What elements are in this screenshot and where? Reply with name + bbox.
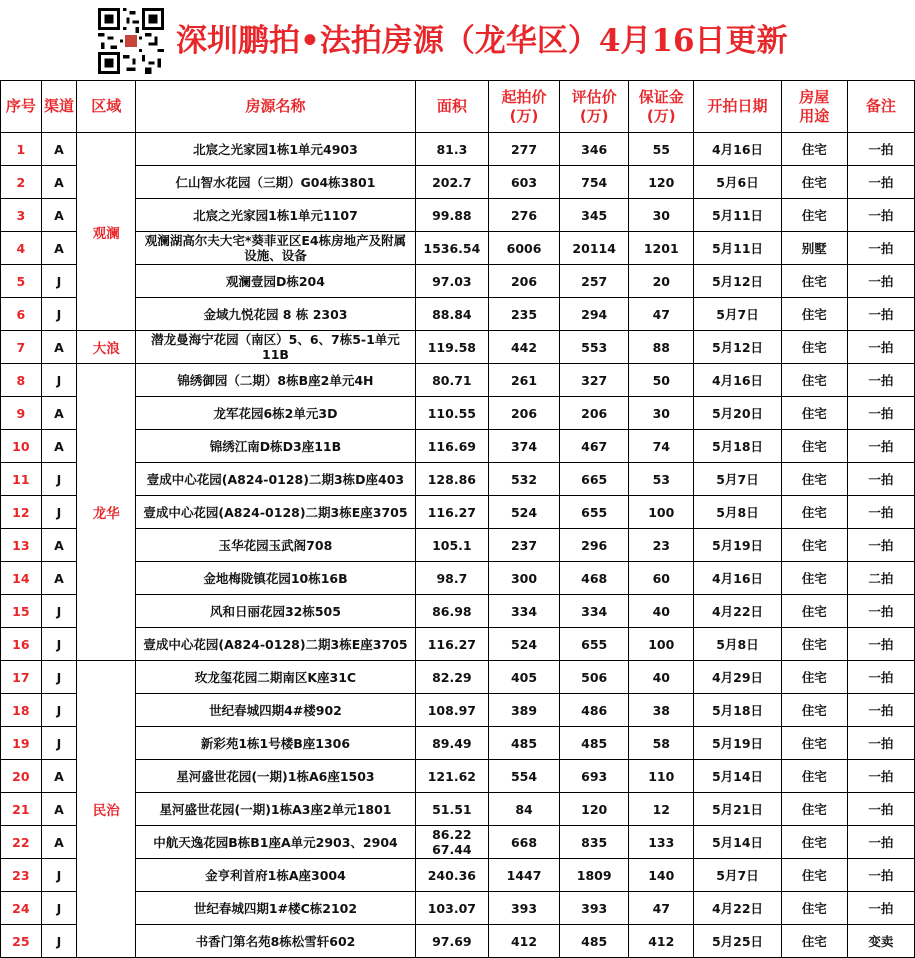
row-usage: 住宅 [781,694,847,727]
col-header-usage: 房屋 用途 [781,81,847,133]
row-index: 18 [1,694,42,727]
row-date: 5月19日 [694,727,781,760]
row-date: 5月14日 [694,760,781,793]
row-date: 4月16日 [694,562,781,595]
row-property-name: 金域九悦花园 8 栋 2303 [136,298,416,331]
row-area: 105.1 [415,529,488,562]
row-index: 24 [1,892,42,925]
row-start-price: 6006 [488,232,559,265]
row-index: 16 [1,628,42,661]
row-remark: 一拍 [847,661,914,694]
row-usage: 住宅 [781,892,847,925]
table-row[interactable] [1,265,915,298]
table-row[interactable] [1,595,915,628]
table-row[interactable] [1,166,915,199]
row-deposit: 38 [629,694,694,727]
col-header-name: 房源名称 [136,81,416,133]
row-property-name: 仁山智水花园（三期）G04栋3801 [136,166,416,199]
row-property-name: 北宸之光家园1栋1单元1107 [136,199,416,232]
row-area: 81.3 [415,133,488,166]
row-appraisal: 327 [560,364,629,397]
row-usage: 住宅 [781,529,847,562]
row-start-price: 1447 [488,859,559,892]
row-usage: 住宅 [781,661,847,694]
row-usage: 住宅 [781,430,847,463]
table-row[interactable] [1,430,915,463]
row-index: 1 [1,133,42,166]
row-property-name: 星河盛世花园(一期)1栋A3座2单元1801 [136,793,416,826]
row-appraisal: 485 [560,727,629,760]
row-date: 5月7日 [694,463,781,496]
row-start-price: 524 [488,496,559,529]
row-area: 202.7 [415,166,488,199]
row-channel: A [41,529,77,562]
row-deposit: 50 [629,364,694,397]
table-row[interactable] [1,331,915,364]
col-header-channel: 渠道 [41,81,77,133]
row-index: 2 [1,166,42,199]
row-channel: A [41,397,77,430]
table-row[interactable] [1,496,915,529]
row-remark: 一拍 [847,793,914,826]
row-usage: 住宅 [781,859,847,892]
row-channel: A [41,166,77,199]
table-row[interactable] [1,793,915,826]
col-header-region: 区域 [77,81,136,133]
row-appraisal: 294 [560,298,629,331]
row-property-name: 中航天逸花园B栋B1座A单元2903、2904 [136,826,416,859]
row-start-price: 393 [488,892,559,925]
table-header-row [1,81,915,133]
table-row[interactable] [1,694,915,727]
row-usage: 住宅 [781,727,847,760]
row-remark: 一拍 [847,628,914,661]
row-date: 5月18日 [694,430,781,463]
row-usage: 住宅 [781,364,847,397]
table-row[interactable] [1,133,915,166]
row-appraisal: 835 [560,826,629,859]
row-start-price: 334 [488,595,559,628]
row-property-name: 风和日丽花园32栋505 [136,595,416,628]
row-remark: 一拍 [847,265,914,298]
row-date: 4月22日 [694,595,781,628]
row-property-name: 壹成中心花园(A824-0128)二期3栋E座3705 [136,496,416,529]
table-row[interactable] [1,529,915,562]
row-index: 20 [1,760,42,793]
row-property-name: 金地梅陇镇花园10栋16B [136,562,416,595]
row-remark: 一拍 [847,397,914,430]
row-index: 4 [1,232,42,265]
row-remark: 一拍 [847,430,914,463]
page-title: 深圳鹏拍•法拍房源（龙华区）4月16日更新 [176,23,788,59]
row-start-price: 237 [488,529,559,562]
row-deposit: 133 [629,826,694,859]
row-date: 4月22日 [694,892,781,925]
row-usage: 住宅 [781,793,847,826]
row-deposit: 40 [629,661,694,694]
row-deposit: 53 [629,463,694,496]
row-channel: J [41,859,77,892]
table-row[interactable] [1,760,915,793]
row-area: 119.58 [415,331,488,364]
table-row[interactable] [1,397,915,430]
row-appraisal: 754 [560,166,629,199]
row-remark: 一拍 [847,694,914,727]
row-remark: 一拍 [847,859,914,892]
row-index: 12 [1,496,42,529]
row-date: 5月12日 [694,265,781,298]
row-index: 10 [1,430,42,463]
table-row[interactable] [1,628,915,661]
row-property-name: 龙军花园6栋2单元3D [136,397,416,430]
row-remark: 一拍 [847,496,914,529]
table-row[interactable] [1,298,915,331]
row-property-name: 壹成中心花园(A824-0128)二期3栋D座403 [136,463,416,496]
row-index: 21 [1,793,42,826]
row-usage: 住宅 [781,826,847,859]
row-property-name: 北宸之光家园1栋1单元4903 [136,133,416,166]
row-channel: J [41,496,77,529]
row-deposit: 20 [629,265,694,298]
row-area: 116.27 [415,628,488,661]
row-channel: J [41,892,77,925]
row-property-name: 新彩苑1栋1号楼B座1306 [136,727,416,760]
row-remark: 一拍 [847,826,914,859]
table-row[interactable] [1,232,915,265]
row-area: 128.86 [415,463,488,496]
page-header [0,0,915,80]
row-start-price: 374 [488,430,559,463]
row-region: 大浪 [77,331,136,364]
row-index: 15 [1,595,42,628]
row-property-name: 书香门第名苑8栋松雪轩602 [136,925,416,958]
row-appraisal: 486 [560,694,629,727]
row-area: 89.49 [415,727,488,760]
row-usage: 住宅 [781,331,847,364]
row-deposit: 47 [629,298,694,331]
row-appraisal: 485 [560,925,629,958]
row-appraisal: 665 [560,463,629,496]
row-date: 5月20日 [694,397,781,430]
row-usage: 别墅 [781,232,847,265]
row-index: 9 [1,397,42,430]
row-area: 51.51 [415,793,488,826]
row-deposit: 120 [629,166,694,199]
row-usage: 住宅 [781,562,847,595]
row-remark: 一拍 [847,199,914,232]
row-remark: 一拍 [847,232,914,265]
row-region: 观澜 [77,133,136,331]
table-row[interactable] [1,562,915,595]
property-table [0,80,915,958]
row-deposit: 12 [629,793,694,826]
row-channel: A [41,562,77,595]
row-channel: J [41,463,77,496]
col-header-deposit: 保证金 (万) [629,81,694,133]
row-property-name: 锦绣江南D栋D3座11B [136,430,416,463]
row-appraisal: 120 [560,793,629,826]
row-start-price: 603 [488,166,559,199]
table-row[interactable] [1,463,915,496]
row-appraisal: 20114 [560,232,629,265]
row-channel: A [41,430,77,463]
row-appraisal: 506 [560,661,629,694]
row-date: 5月19日 [694,529,781,562]
row-deposit: 47 [629,892,694,925]
row-appraisal: 468 [560,562,629,595]
row-index: 25 [1,925,42,958]
row-property-name: 壹成中心花园(A824-0128)二期3栋E座3705 [136,628,416,661]
row-date: 5月7日 [694,859,781,892]
col-header-area: 面积 [415,81,488,133]
row-index: 8 [1,364,42,397]
row-index: 23 [1,859,42,892]
row-area: 103.07 [415,892,488,925]
row-appraisal: 655 [560,496,629,529]
row-usage: 住宅 [781,496,847,529]
row-usage: 住宅 [781,199,847,232]
row-usage: 住宅 [781,760,847,793]
row-date: 5月18日 [694,694,781,727]
row-property-name: 世纪春城四期4#楼902 [136,694,416,727]
row-channel: A [41,760,77,793]
col-header-date: 开拍日期 [694,81,781,133]
row-start-price: 554 [488,760,559,793]
table-row[interactable] [1,364,915,397]
row-property-name: 世纪春城四期1#楼C栋2102 [136,892,416,925]
row-property-name: 玫龙玺花园二期南区K座31C [136,661,416,694]
row-index: 3 [1,199,42,232]
col-header-index: 序号 [1,81,42,133]
row-date: 4月29日 [694,661,781,694]
row-deposit: 88 [629,331,694,364]
row-usage: 住宅 [781,265,847,298]
row-channel: A [41,199,77,232]
row-usage: 住宅 [781,595,847,628]
row-date: 4月16日 [694,133,781,166]
row-date: 4月16日 [694,364,781,397]
row-deposit: 412 [629,925,694,958]
row-usage: 住宅 [781,925,847,958]
row-start-price: 485 [488,727,559,760]
row-appraisal: 693 [560,760,629,793]
row-deposit: 110 [629,760,694,793]
row-date: 5月6日 [694,166,781,199]
table-row[interactable] [1,727,915,760]
row-area: 82.29 [415,661,488,694]
row-region: 龙华 [77,364,136,661]
row-appraisal: 553 [560,331,629,364]
row-deposit: 140 [629,859,694,892]
row-date: 5月21日 [694,793,781,826]
row-start-price: 261 [488,364,559,397]
row-appraisal: 1809 [560,859,629,892]
row-deposit: 100 [629,496,694,529]
row-usage: 住宅 [781,298,847,331]
row-index: 6 [1,298,42,331]
row-start-price: 524 [488,628,559,661]
row-area: 99.88 [415,199,488,232]
row-area: 97.69 [415,925,488,958]
row-deposit: 100 [629,628,694,661]
col-header-start-price: 起拍价 (万) [488,81,559,133]
row-property-name: 观澜壹园D栋204 [136,265,416,298]
row-appraisal: 655 [560,628,629,661]
row-index: 19 [1,727,42,760]
row-index: 13 [1,529,42,562]
row-property-name: 金亨利首府1栋A座3004 [136,859,416,892]
row-appraisal: 334 [560,595,629,628]
row-deposit: 55 [629,133,694,166]
row-start-price: 235 [488,298,559,331]
row-appraisal: 346 [560,133,629,166]
row-usage: 住宅 [781,397,847,430]
row-deposit: 74 [629,430,694,463]
col-header-appraisal: 评估价 (万) [560,81,629,133]
row-property-name: 锦绣御园（二期）8栋B座2单元4H [136,364,416,397]
row-appraisal: 257 [560,265,629,298]
row-channel: J [41,727,77,760]
table-row[interactable] [1,892,915,925]
row-remark: 一拍 [847,529,914,562]
row-channel: A [41,826,77,859]
row-deposit: 30 [629,397,694,430]
table-row[interactable] [1,661,915,694]
row-index: 17 [1,661,42,694]
row-start-price: 389 [488,694,559,727]
row-channel: A [41,232,77,265]
row-remark: 二拍 [847,562,914,595]
row-channel: J [41,661,77,694]
row-area: 86.98 [415,595,488,628]
row-start-price: 442 [488,331,559,364]
row-channel: A [41,331,77,364]
row-index: 5 [1,265,42,298]
row-area: 98.7 [415,562,488,595]
row-usage: 住宅 [781,166,847,199]
row-start-price: 277 [488,133,559,166]
row-area: 1536.54 [415,232,488,265]
row-start-price: 405 [488,661,559,694]
row-property-name: 星河盛世花园(一期)1栋A6座1503 [136,760,416,793]
row-appraisal: 345 [560,199,629,232]
row-property-name: 潜龙曼海宁花园（南区）5、6、7栋5-1单元11B [136,331,416,364]
row-start-price: 668 [488,826,559,859]
row-remark: 一拍 [847,892,914,925]
row-property-name: 观澜湖高尔夫大宅*葵菲亚区E4栋房地产及附属设施、设备 [136,232,416,265]
row-usage: 住宅 [781,133,847,166]
row-area: 80.71 [415,364,488,397]
row-date: 5月11日 [694,199,781,232]
row-date: 5月7日 [694,298,781,331]
row-index: 14 [1,562,42,595]
row-index: 7 [1,331,42,364]
row-deposit: 60 [629,562,694,595]
row-channel: J [41,265,77,298]
row-remark: 一拍 [847,364,914,397]
row-remark: 一拍 [847,133,914,166]
row-start-price: 206 [488,265,559,298]
row-remark: 变卖 [847,925,914,958]
col-header-remark: 备注 [847,81,914,133]
row-area: 116.27 [415,496,488,529]
row-area: 88.84 [415,298,488,331]
row-start-price: 84 [488,793,559,826]
row-area: 121.62 [415,760,488,793]
row-remark: 一拍 [847,331,914,364]
row-start-price: 532 [488,463,559,496]
table-row[interactable] [1,859,915,892]
row-channel: J [41,628,77,661]
qr-code-icon[interactable] [97,8,165,74]
row-deposit: 30 [629,199,694,232]
row-deposit: 1201 [629,232,694,265]
row-index: 22 [1,826,42,859]
row-remark: 一拍 [847,760,914,793]
row-area: 108.97 [415,694,488,727]
row-channel: J [41,595,77,628]
row-channel: J [41,364,77,397]
row-appraisal: 206 [560,397,629,430]
row-start-price: 412 [488,925,559,958]
row-channel: J [41,298,77,331]
row-deposit: 58 [629,727,694,760]
table-row[interactable] [1,199,915,232]
row-date: 5月12日 [694,331,781,364]
row-area: 86.22 67.44 [415,826,488,859]
row-appraisal: 393 [560,892,629,925]
row-date: 5月25日 [694,925,781,958]
row-region: 民治 [77,661,136,958]
row-area: 240.36 [415,859,488,892]
row-area: 97.03 [415,265,488,298]
row-start-price: 300 [488,562,559,595]
row-date: 5月8日 [694,628,781,661]
row-channel: J [41,694,77,727]
row-remark: 一拍 [847,727,914,760]
row-area: 116.69 [415,430,488,463]
row-channel: A [41,133,77,166]
row-property-name: 玉华花园玉武阁708 [136,529,416,562]
row-area: 110.55 [415,397,488,430]
row-remark: 一拍 [847,298,914,331]
row-date: 5月11日 [694,232,781,265]
table-row[interactable] [1,826,915,859]
row-deposit: 40 [629,595,694,628]
row-usage: 住宅 [781,463,847,496]
table-row[interactable] [1,925,915,958]
row-start-price: 206 [488,397,559,430]
row-usage: 住宅 [781,628,847,661]
row-appraisal: 467 [560,430,629,463]
row-date: 5月8日 [694,496,781,529]
row-appraisal: 296 [560,529,629,562]
row-remark: 一拍 [847,166,914,199]
row-channel: J [41,925,77,958]
row-remark: 一拍 [847,463,914,496]
row-index: 11 [1,463,42,496]
row-deposit: 23 [629,529,694,562]
row-remark: 一拍 [847,595,914,628]
row-start-price: 276 [488,199,559,232]
row-channel: A [41,793,77,826]
row-date: 5月14日 [694,826,781,859]
